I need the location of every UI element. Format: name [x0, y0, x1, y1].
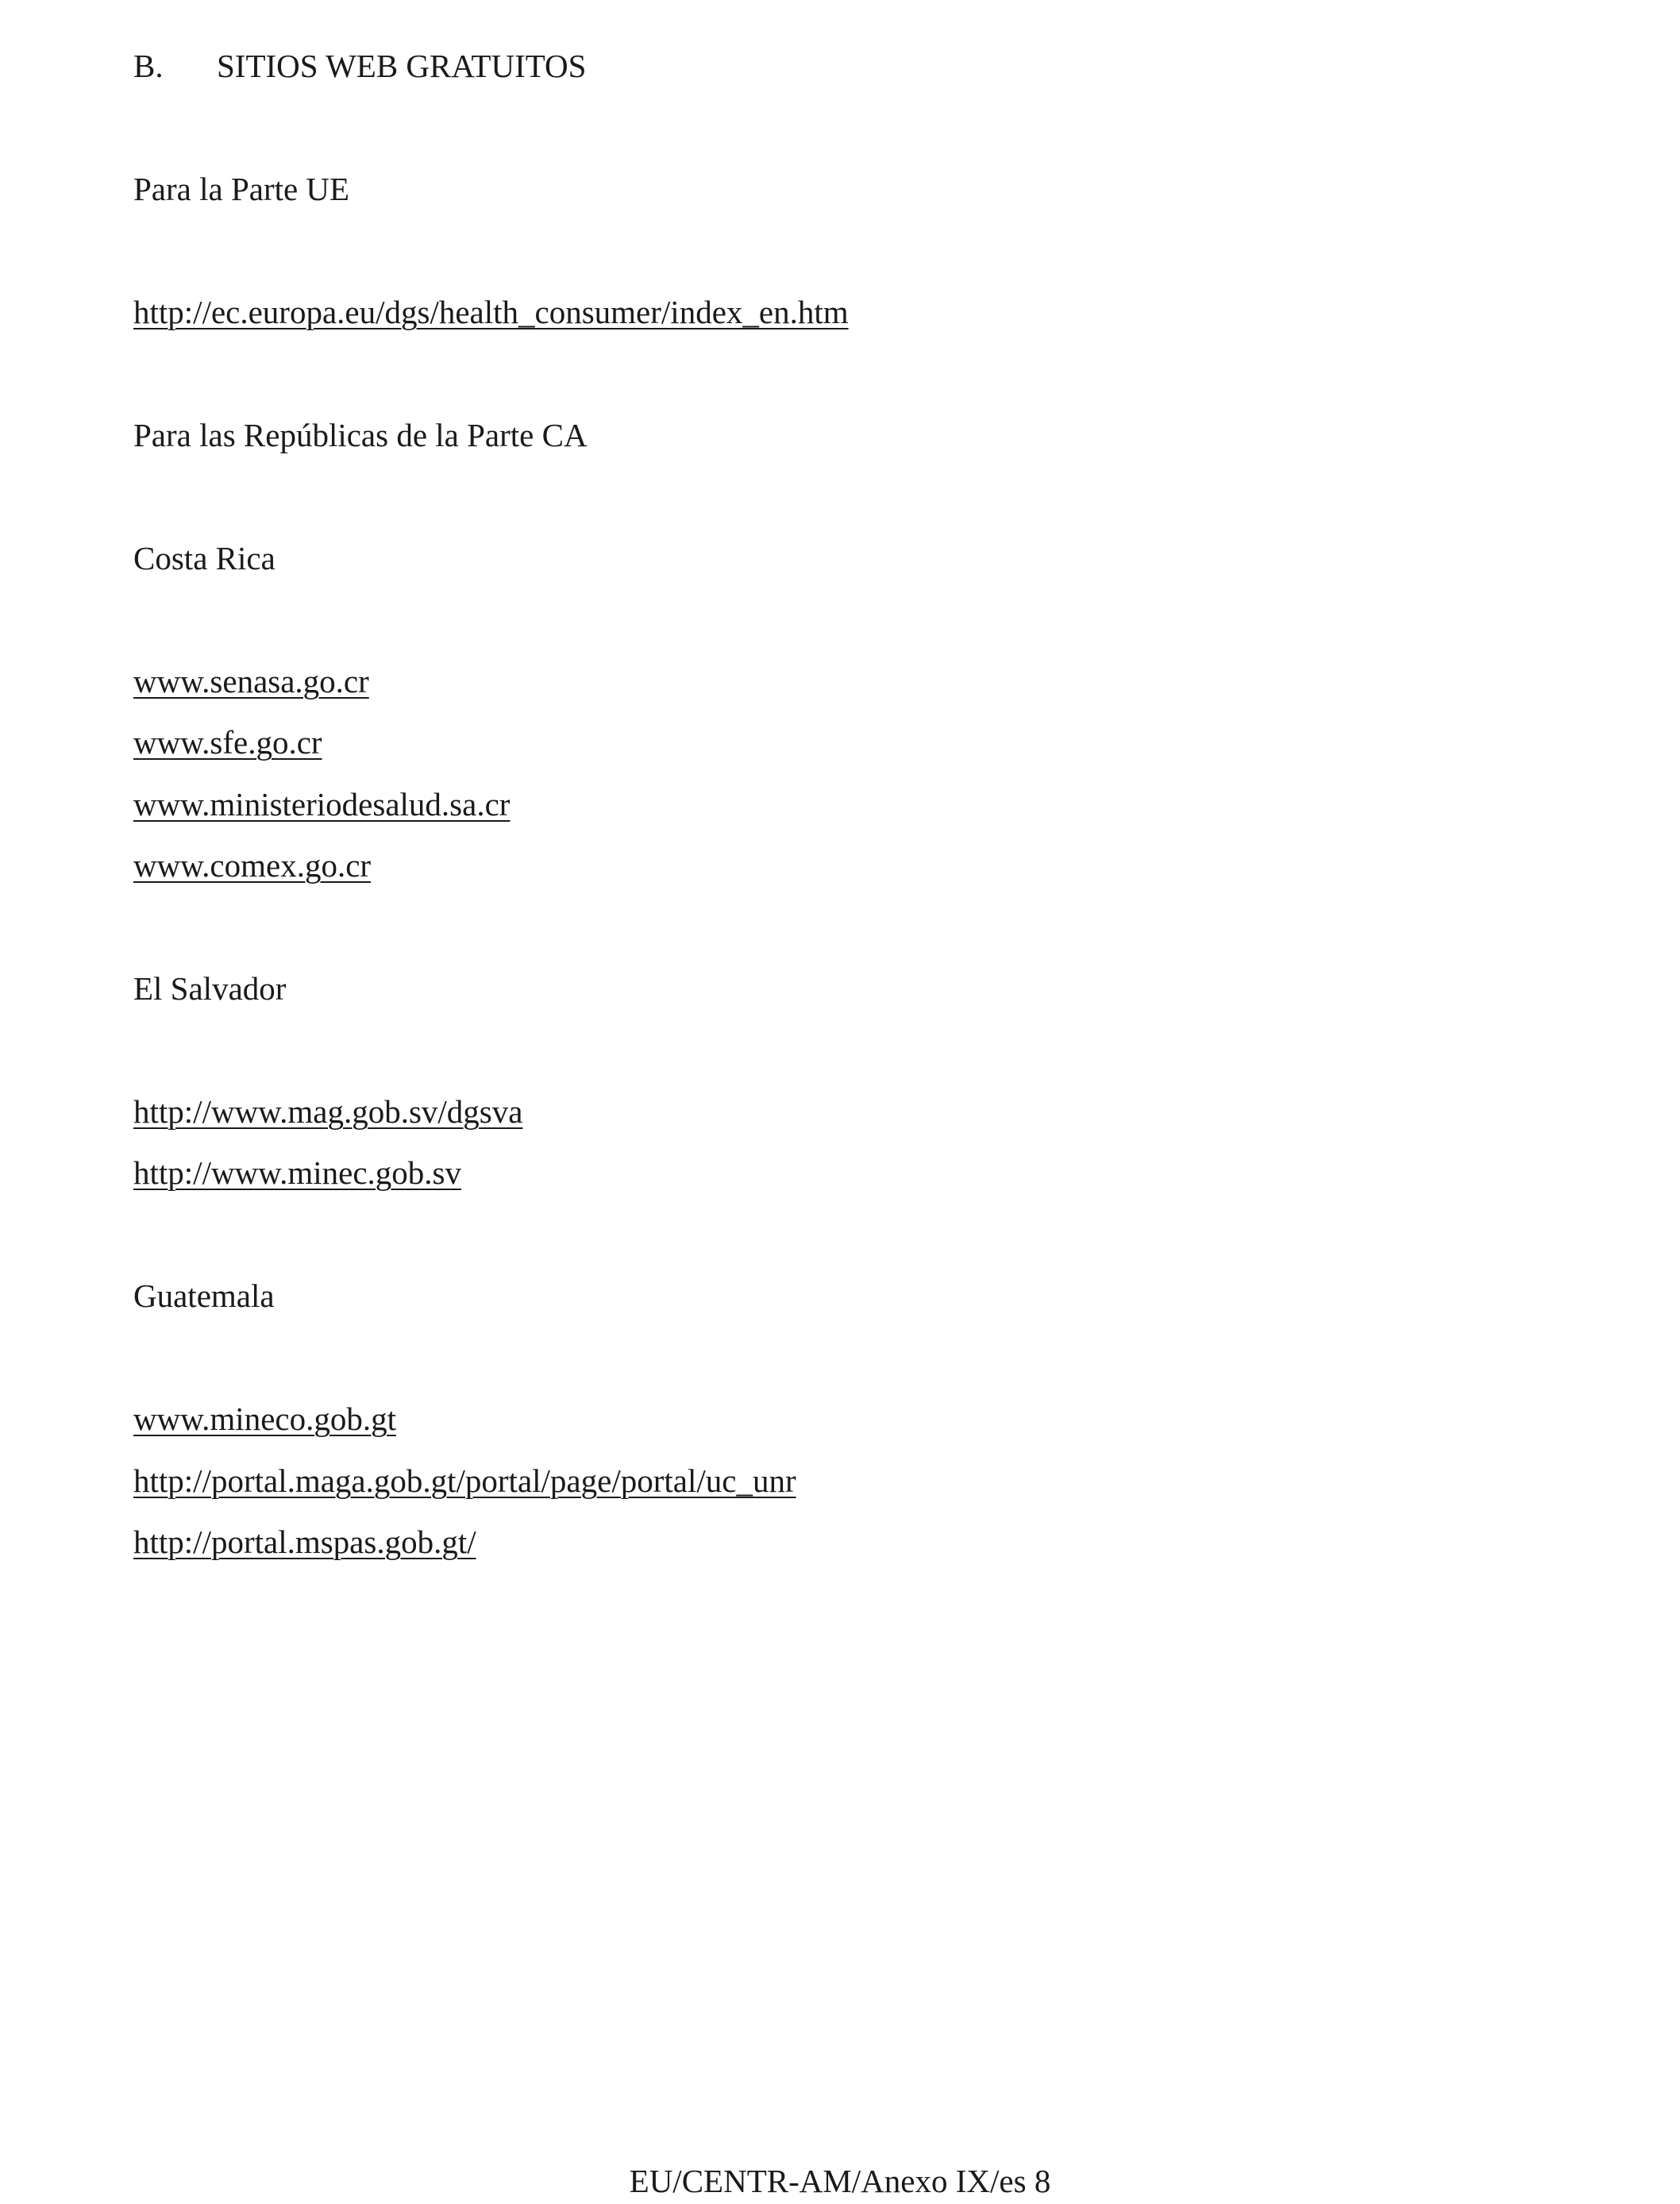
- guatemala-link[interactable]: www.mineco.gob.gt: [133, 1401, 396, 1437]
- eu-label: Para la Parte UE: [133, 171, 350, 207]
- costa-rica-link[interactable]: www.sfe.go.cr: [133, 724, 322, 761]
- costa-rica-link[interactable]: www.senasa.go.cr: [133, 663, 369, 699]
- costa-rica-link[interactable]: www.comex.go.cr: [133, 847, 372, 884]
- el-salvador-link[interactable]: http://www.mag.gob.sv/dgsva: [133, 1093, 523, 1130]
- section-letter: B.: [133, 48, 164, 84]
- country-heading-guatemala: Guatemala: [133, 1277, 275, 1314]
- el-salvador-link[interactable]: http://www.minec.gob.sv: [133, 1154, 462, 1191]
- country-heading-el-salvador: El Salvador: [133, 970, 287, 1007]
- eu-link[interactable]: http://ec.europa.eu/dgs/health_consumer/index_en.htm: [133, 294, 849, 330]
- guatemala-link[interactable]: http://portal.mspas.gob.gt/: [133, 1524, 476, 1560]
- section-heading: [133, 46, 586, 86]
- costa-rica-link[interactable]: www.ministeriodesalud.sa.cr: [133, 786, 511, 823]
- ca-label: Para las Repúblicas de la Parte CA: [133, 417, 588, 453]
- country-heading-costa-rica: Costa Rica: [133, 540, 276, 576]
- section-title: SITIOS WEB GRATUITOS: [217, 48, 587, 84]
- guatemala-link[interactable]: http://portal.maga.gob.gt/portal/page/portal/uc_unr: [133, 1462, 796, 1499]
- page-footer-reference: EU/CENTR-AM/Anexo IX/es 8: [629, 2163, 1051, 2199]
